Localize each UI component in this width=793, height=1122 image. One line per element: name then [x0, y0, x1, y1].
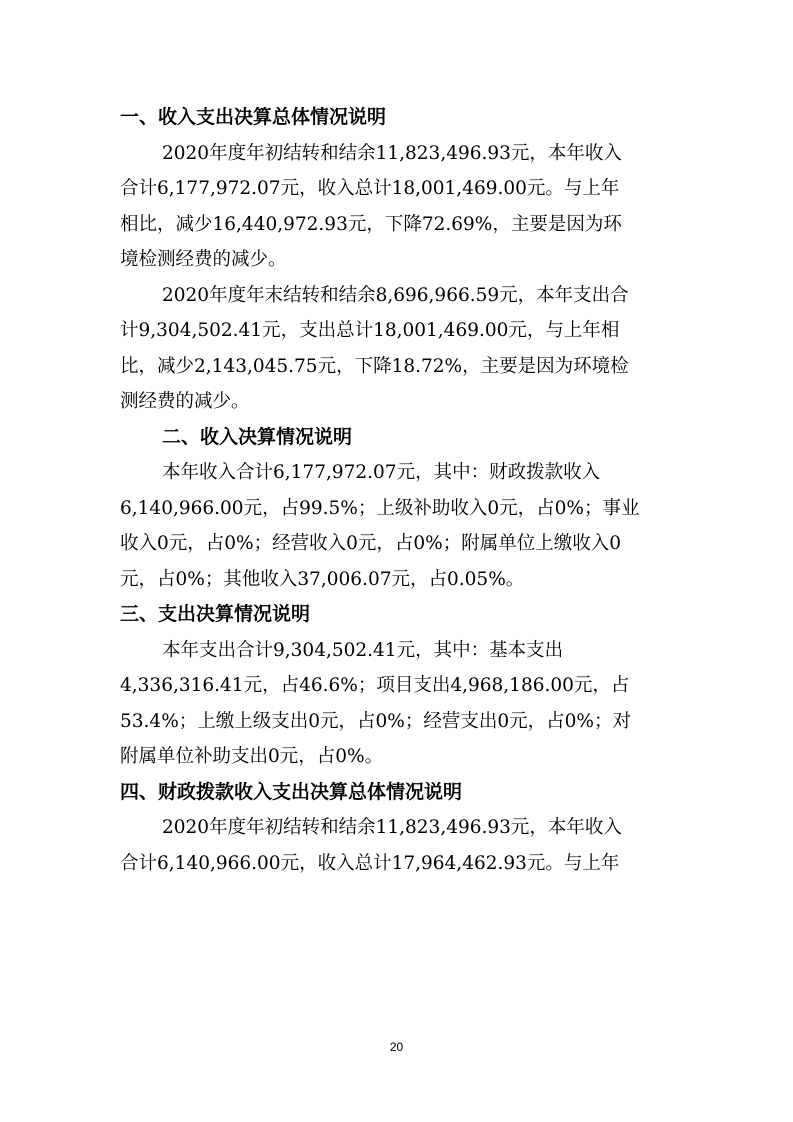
text-line: 相比，减少16,440,972.93元，下降72.69%，主要是因为环	[120, 213, 622, 235]
section-1-heading: 一、收入支出决算总体情况说明	[120, 106, 387, 128]
section-1-paragraph-2	[120, 278, 676, 420]
text-line: 6,140,966.00元，占99.5%；上级补助收入0元，占0%；事业	[120, 497, 640, 519]
text-line: 元，占0%；其他收入37,006.07元，占0.05%。	[120, 568, 525, 590]
text-line: 计9,304,502.41元，支出总计18,001,469.00元，与上年相	[120, 320, 620, 341]
section-3-paragraph-1	[120, 633, 676, 775]
section-2-heading: 二、收入决算情况说明	[162, 425, 353, 448]
text-line: 比，减少2,143,045.75元，下降18.72%，主要是因为环境检	[120, 355, 629, 377]
section-2-paragraph-1	[120, 455, 676, 597]
section-3-heading: 三、支出决算情况说明	[120, 603, 311, 625]
text-line: 境检测经费的减少。	[120, 249, 287, 270]
text-line: 2020年度年初结转和结余11,823,496.93元，本年收入	[162, 817, 622, 838]
text-line: 本年收入合计6,177,972.07元，其中：财政拨款收入	[162, 462, 601, 483]
text-line: 合计6,177,972.07元，收入总计18,001,469.00元。与上年	[120, 178, 620, 199]
section-4-paragraph-1	[120, 810, 676, 881]
text-line: 合计6,140,966.00元，收入总计17,964,462.93元。与上年	[120, 852, 620, 874]
text-line: 2020年度年末结转和结余8,696,966.59元，本年支出合	[162, 284, 629, 306]
section-4-heading: 四、财政拨款收入支出决算总体情况说明	[120, 780, 463, 803]
page-content	[120, 100, 676, 881]
text-line: 收入0元，占0%；经营收入0元，占0%；附属单位上缴收入0	[120, 533, 622, 554]
text-line: 测经费的减少。	[120, 391, 250, 412]
text-line: 附属单位补助支出0元，占0%。	[120, 746, 384, 767]
text-line: 本年支出合计9,304,502.41元，其中：基本支出	[162, 639, 564, 661]
text-line: 53.4%；上缴上级支出0元，占0%；经营支出0元，占0%；对	[120, 710, 632, 732]
page-number: 20	[389, 1040, 404, 1054]
text-line: 4,336,316.41元，占46.6%；项目支出4,968,186.00元，占	[120, 675, 630, 696]
text-line: 2020年度年初结转和结余11,823,496.93元，本年收入	[162, 142, 622, 164]
section-1-paragraph-1	[120, 136, 676, 278]
